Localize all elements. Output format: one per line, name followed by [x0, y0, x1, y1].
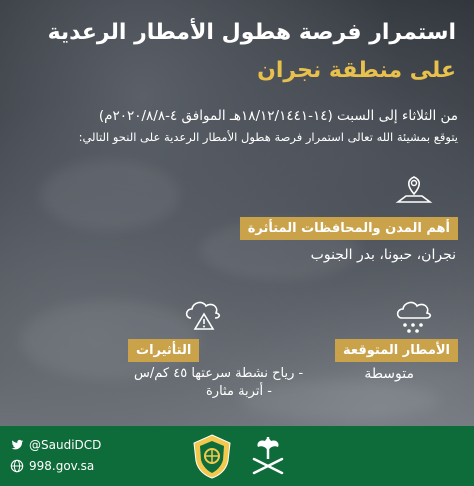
map-pin-icon [394, 172, 434, 210]
cloud-texture [40, 160, 180, 230]
cities-value: نجران، حبونا، بدر الجنوب [310, 247, 456, 263]
civil-defense-logo [190, 433, 234, 479]
page-title: استمرار فرصة هطول الأمطار الرعدية [47, 20, 456, 45]
website-link[interactable] [10, 459, 94, 473]
intro-text: يتوقع بمشيئة الله تعالى استمرار فرصة هطول الأمطار الرعدية على النحو التالي: [78, 130, 458, 144]
effects-item-wind: - رياح نشطة سرعتها ٤٥ كم/س [134, 366, 304, 381]
twitter-link[interactable] [10, 438, 101, 452]
globe-icon [10, 459, 24, 473]
saudi-emblem-logo [246, 433, 290, 479]
twitter-handle: @SaudiDCD [29, 438, 102, 452]
cloud-warning-icon [182, 294, 226, 334]
region-subtitle: على منطقة نجران [257, 58, 456, 83]
effects-label: التأثيرات [128, 339, 199, 362]
rain-cloud-icon [392, 296, 436, 336]
twitter-icon [10, 438, 24, 452]
effects-item-dust: - أتربة مثارة [206, 384, 272, 399]
footer-bar [0, 426, 474, 486]
website-url: 998.gov.sa [29, 459, 95, 473]
cities-label: أهم المدن والمحافظات المتأثرة [240, 217, 458, 240]
rain-label: الأمطار المتوقعة [335, 339, 458, 362]
date-range: من الثلاثاء إلى السبت (١٤-١٨/١٢/١٤٤١هـ الموافق ٤-٢٠٢٠/٨/٨م) [98, 108, 458, 124]
rain-value: متوسطة [364, 366, 414, 382]
